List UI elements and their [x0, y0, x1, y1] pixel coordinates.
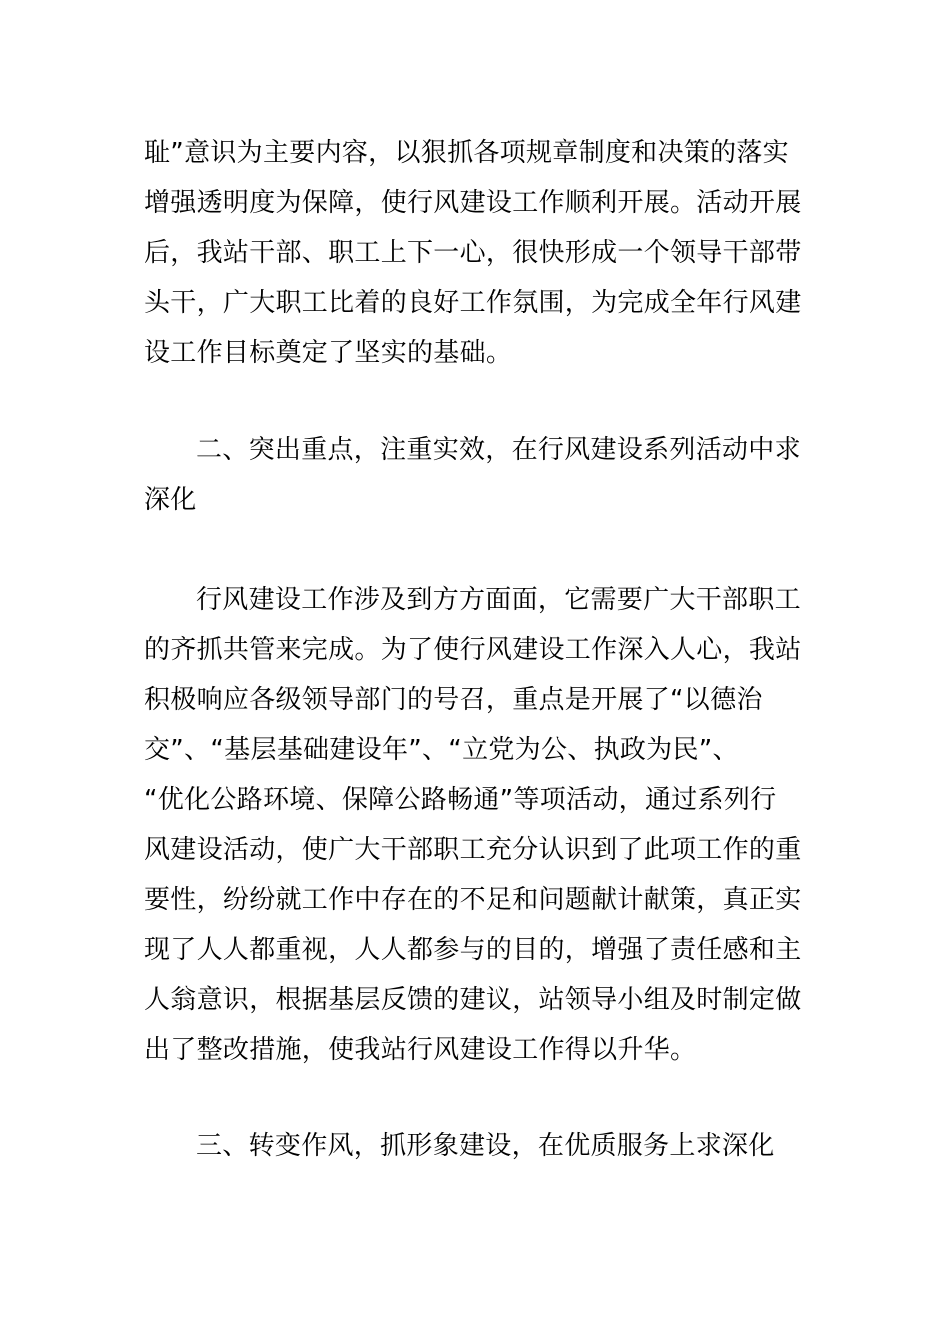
paragraph-2-line-7: 要性，纷纷就工作中存在的不足和问题献计献策，真正实 [144, 885, 802, 915]
section-heading-2-line-1: 二、突出重点，注重实效，在行风建设系列活动中求 [196, 435, 801, 465]
paragraph-1-line-2: 增强透明度为保障，使行风建设工作顺利开展。活动开展 [144, 188, 802, 218]
paragraph-2-line-3: 积极响应各级领导部门的号召，重点是开展了“以德治 [144, 685, 763, 715]
paragraph-1-line-1: 耻”意识为主要内容，以狠抓各项规章制度和决策的落实 [144, 138, 789, 168]
paragraph-2-line-8: 现了人人都重视，人人都参与的目的，增强了责任感和主 [144, 935, 802, 965]
paragraph-1-line-3: 后，我站干部、职工上下一心，很快形成一个领导干部带 [144, 238, 802, 268]
paragraph-2-line-5: “优化公路环境、保障公路畅通”等项活动，通过系列行 [144, 785, 777, 815]
paragraph-2-line-2: 的齐抓共管来完成。为了使行风建设工作深入人心，我站 [144, 635, 802, 665]
paragraph-2-line-4: 交”、“基层基础建设年”、“立党为公、执政为民”、 [144, 735, 739, 765]
paragraph-2-line-10: 出了整改措施，使我站行风建设工作得以升华。 [144, 1035, 697, 1065]
paragraph-1-line-4: 头干，广大职工比着的良好工作氛围，为完成全年行风建 [144, 288, 802, 318]
section-heading-2-line-2: 深化 [144, 485, 197, 515]
paragraph-2-line-9: 人翁意识，根据基层反馈的建议，站领导小组及时制定做 [144, 985, 802, 1015]
paragraph-1-line-5: 设工作目标奠定了坚实的基础。 [144, 338, 513, 368]
section-heading-3-line-1: 三、转变作风，抓形象建设，在优质服务上求深化 [196, 1131, 775, 1161]
paragraph-2-line-6: 风建设活动，使广大干部职工充分认识到了此项工作的重 [144, 835, 802, 865]
paragraph-2-line-1: 行风建设工作涉及到方方面面，它需要广大干部职工 [196, 585, 801, 615]
